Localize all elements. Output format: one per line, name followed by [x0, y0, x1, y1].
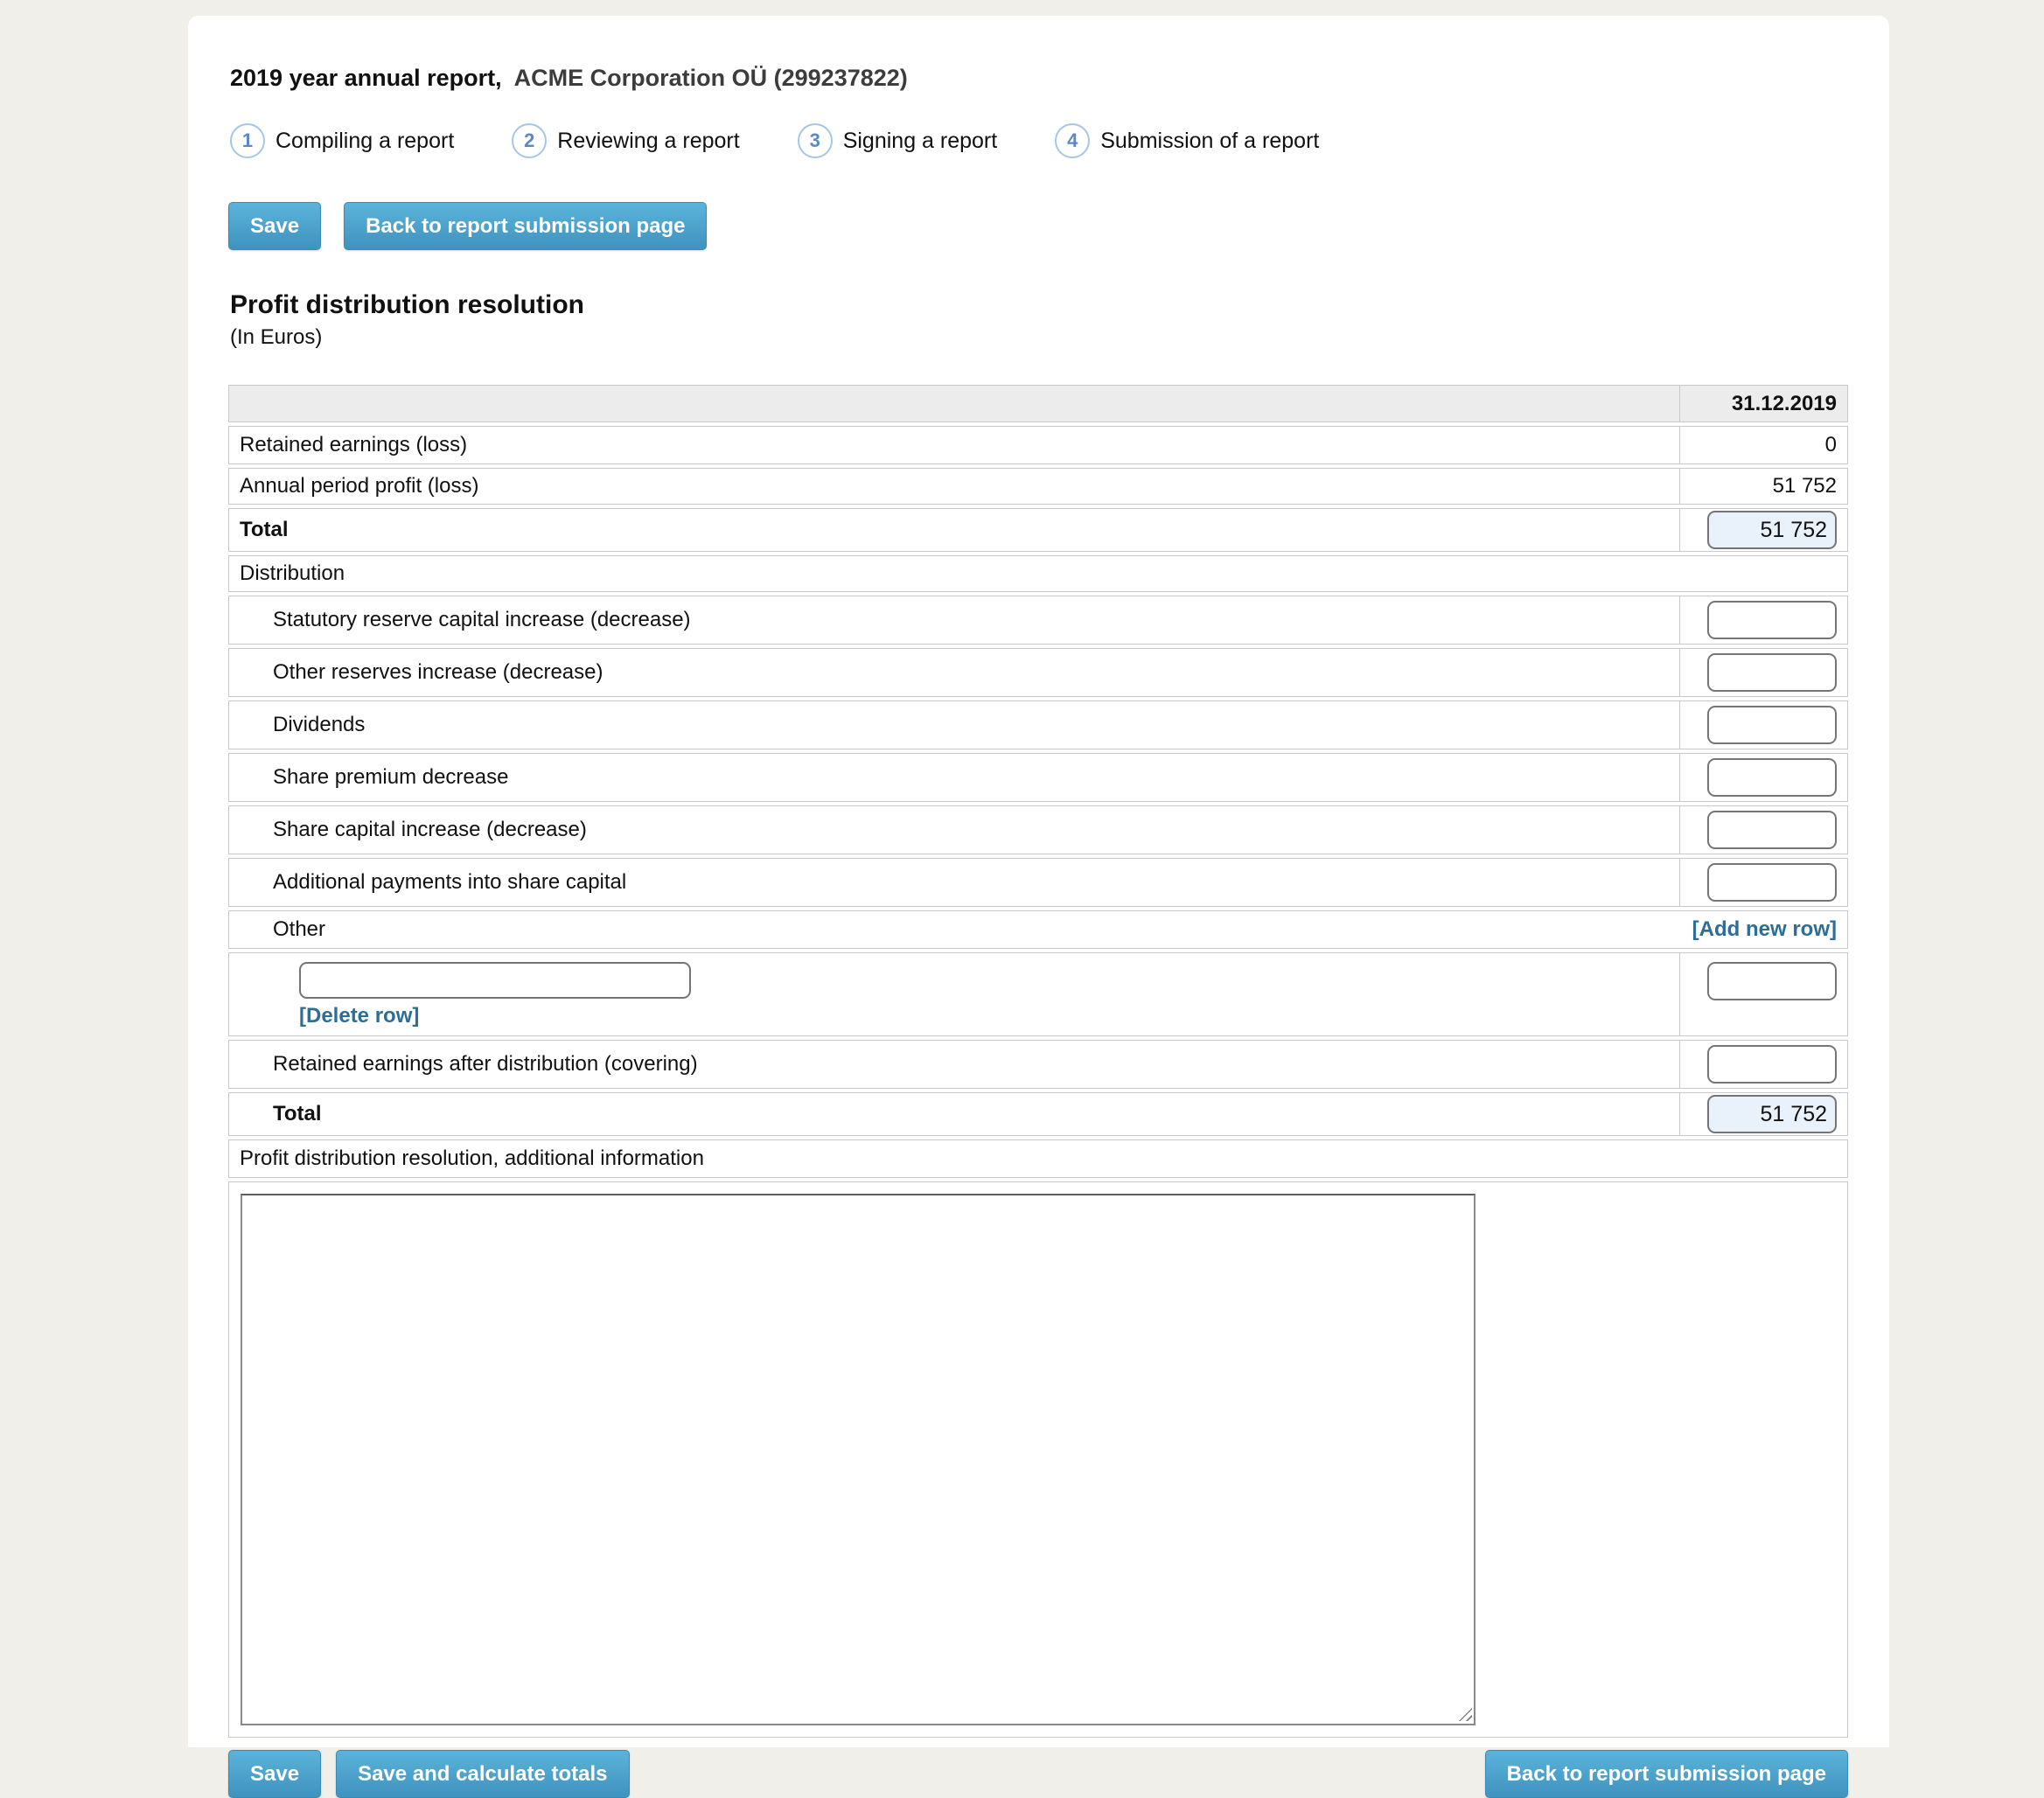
profit-distribution-table	[228, 385, 1848, 1738]
step-2-circle-icon: 2	[512, 123, 547, 158]
other-name-input[interactable]	[299, 962, 691, 999]
row-value-cell	[1679, 649, 1847, 696]
back-to-submission-button-bottom[interactable]: Back to report submission page	[1485, 1750, 1848, 1798]
section-title: Profit distribution resolution	[230, 290, 584, 319]
row-statutory-reserve	[228, 596, 1848, 645]
row-label: Profit distribution resolution, additional information	[240, 1146, 704, 1170]
row-share-premium	[228, 753, 1848, 802]
step-submission[interactable]	[1055, 123, 1319, 158]
row-label: Total	[273, 1102, 322, 1125]
bottom-toolbar	[228, 1750, 1848, 1798]
total-top-input[interactable]	[1707, 511, 1837, 549]
row-value: 51 752	[1679, 469, 1847, 504]
row-value-cell	[1679, 859, 1847, 906]
step-4-circle-icon: 4	[1055, 123, 1090, 158]
add-new-row-link[interactable]: [Add new row]	[1692, 917, 1837, 941]
share-premium-input[interactable]	[1707, 758, 1837, 797]
total-bottom-input[interactable]	[1707, 1095, 1837, 1133]
row-value-cell	[1679, 806, 1847, 854]
row-label: Total	[240, 518, 289, 541]
row-label: Retained earnings (loss)	[240, 433, 468, 456]
row-value-cell	[1679, 596, 1847, 644]
row-label: Other reserves increase (decrease)	[273, 660, 603, 684]
row-additional-info-textarea	[228, 1181, 1848, 1738]
row-label: Statutory reserve capital increase (decrease)	[273, 608, 691, 631]
row-annual-profit	[228, 468, 1848, 505]
row-other-reserves	[228, 648, 1848, 697]
row-label: Other	[273, 917, 326, 941]
company-name: ACME Corporation OÜ (299237822)	[513, 65, 908, 91]
step-3-label: Signing a report	[842, 128, 998, 153]
period-header: 31.12.2019	[1679, 386, 1847, 422]
step-compiling[interactable]	[230, 123, 454, 158]
wizard-steps	[230, 123, 1849, 158]
save-button-top[interactable]: Save	[228, 202, 321, 250]
row-distribution-header	[228, 555, 1848, 592]
row-label: Share capital increase (decrease)	[273, 818, 587, 841]
row-value-cell	[1679, 1093, 1847, 1135]
delete-row-link[interactable]: [Delete row]	[299, 1004, 420, 1028]
row-total-bottom	[228, 1092, 1848, 1136]
additional-info-textarea[interactable]	[241, 1194, 1475, 1725]
row-retained-after	[228, 1040, 1848, 1089]
row-value-cell	[1679, 701, 1847, 749]
report-header	[230, 65, 1849, 92]
row-other	[228, 910, 1848, 949]
dividends-input[interactable]	[1707, 706, 1837, 744]
annual-report-card	[188, 16, 1889, 1786]
row-value-cell	[1679, 953, 1847, 1035]
top-toolbar	[228, 202, 1849, 250]
row-share-capital	[228, 805, 1848, 854]
row-retained-earnings	[228, 426, 1848, 464]
row-value-cell	[1679, 1041, 1847, 1088]
step-1-label: Compiling a report	[276, 128, 455, 153]
row-label: Share premium decrease	[273, 765, 509, 789]
table-header-row	[228, 385, 1848, 422]
other-amount-input[interactable]	[1707, 962, 1837, 1000]
row-additional-payments	[228, 858, 1848, 907]
retained-after-input[interactable]	[1707, 1045, 1837, 1084]
step-2-label: Reviewing a report	[557, 128, 740, 153]
other-custom-body	[229, 953, 1679, 1035]
header-empty-cell	[229, 386, 1679, 422]
save-button-bottom[interactable]: Save	[228, 1750, 321, 1798]
row-label: Retained earnings after distribution (covering)	[273, 1052, 698, 1076]
share-capital-input[interactable]	[1707, 811, 1837, 849]
step-4-label: Submission of a report	[1100, 128, 1320, 153]
row-label: Additional payments into share capital	[273, 870, 627, 894]
step-3-circle-icon: 3	[798, 123, 833, 158]
row-link-cell	[1679, 911, 1847, 948]
section-subtitle: (In Euros)	[230, 325, 323, 349]
row-empty-cell	[1679, 556, 1847, 591]
row-dividends	[228, 700, 1848, 749]
report-title: 2019 year annual report,	[230, 65, 502, 91]
row-label: Distribution	[240, 561, 345, 585]
row-other-custom	[228, 952, 1848, 1036]
step-1-circle-icon: 1	[230, 123, 265, 158]
row-additional-info-label	[228, 1139, 1848, 1178]
row-value-cell	[1679, 509, 1847, 551]
row-value: 0	[1679, 427, 1847, 463]
step-reviewing[interactable]	[512, 123, 739, 158]
step-signing[interactable]	[798, 123, 998, 158]
back-to-submission-button-top[interactable]: Back to report submission page	[344, 202, 707, 250]
statutory-reserve-input[interactable]	[1707, 601, 1837, 639]
row-total-top	[228, 508, 1848, 552]
additional-payments-input[interactable]	[1707, 863, 1837, 902]
save-and-calculate-button[interactable]: Save and calculate totals	[336, 1750, 629, 1798]
other-reserves-input[interactable]	[1707, 653, 1837, 692]
row-label: Annual period profit (loss)	[240, 474, 479, 498]
row-label: Dividends	[273, 713, 366, 736]
row-value-cell	[1679, 754, 1847, 801]
